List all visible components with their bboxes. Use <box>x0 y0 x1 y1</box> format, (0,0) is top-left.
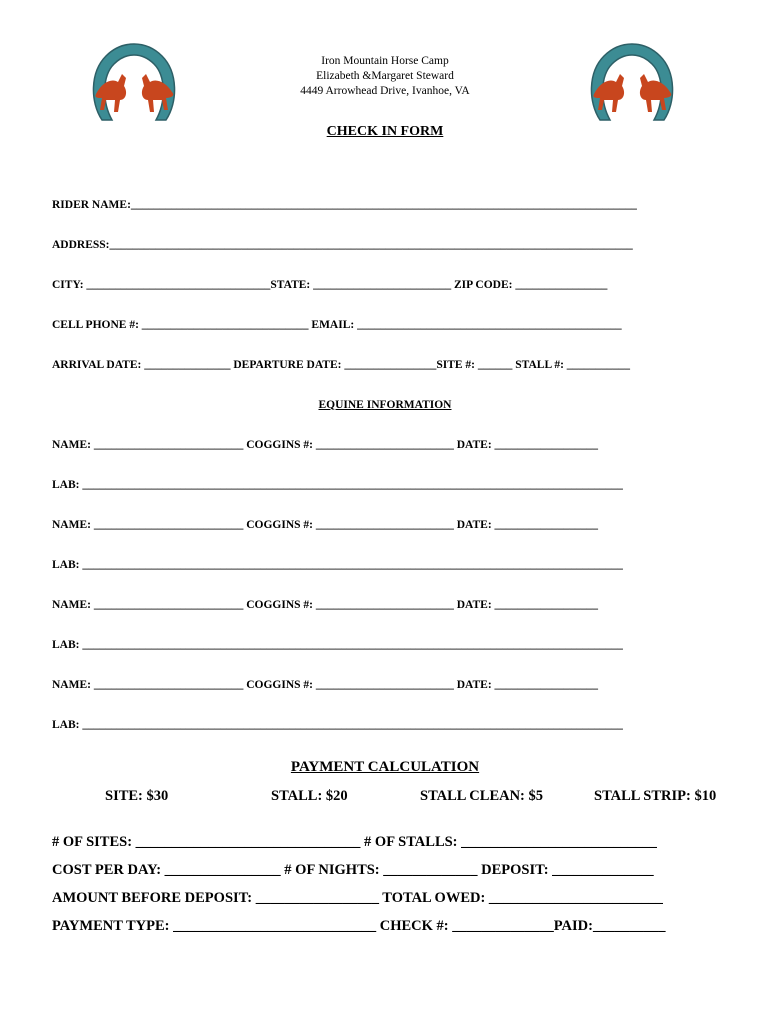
rate-stall-clean: STALL CLEAN: $5 <box>420 788 544 804</box>
rate-stall: STALL: $20 <box>271 788 348 804</box>
form-title: CHECK IN FORM <box>326 124 444 139</box>
city-state-zip-field[interactable]: CITY: ________________________________STATE: ________________________ ZIP CODE: ________________ <box>52 279 608 291</box>
address-field[interactable]: ADDRESS:___________________________________________________________________________________________ <box>52 239 633 251</box>
horse-1-name-coggins-date[interactable]: NAME: __________________________ COGGINS #: ________________________ DATE: __________________ <box>52 439 599 451</box>
payment-type-check-paid-field[interactable]: PAYMENT TYPE: ____________________________ CHECK #: ______________PAID:__________ <box>52 918 666 934</box>
phone-email-field[interactable]: CELL PHONE #: _____________________________ EMAIL: ______________________________________________ <box>52 319 622 331</box>
horse-2-lab[interactable]: LAB: ______________________________________________________________________________________________ <box>52 559 623 571</box>
horse-2-name-coggins-date[interactable]: NAME: __________________________ COGGINS #: ________________________ DATE: __________________ <box>52 519 599 531</box>
rate-stall-strip: STALL STRIP: $10 <box>594 788 717 804</box>
owners-name: Elizabeth &Margaret Steward <box>316 70 454 82</box>
camp-address: 4449 Arrowhead Drive, Ivanhoe, VA <box>300 85 470 97</box>
horse-3-name-coggins-date[interactable]: NAME: __________________________ COGGINS #: ________________________ DATE: __________________ <box>52 599 599 611</box>
horse-1-lab[interactable]: LAB: ______________________________________________________________________________________________ <box>52 479 623 491</box>
horse-4-name-coggins-date[interactable]: NAME: __________________________ COGGINS #: ________________________ DATE: __________________ <box>52 679 599 691</box>
horse-3-lab[interactable]: LAB: ______________________________________________________________________________________________ <box>52 639 623 651</box>
rate-site: SITE: $30 <box>105 788 169 804</box>
payment-calculation-heading: PAYMENT CALCULATION <box>290 759 480 775</box>
sites-stalls-field[interactable]: # OF SITES: _______________________________ # OF STALLS: ___________________________ <box>52 834 657 850</box>
cost-nights-deposit-field[interactable]: COST PER DAY: ________________ # OF NIGHTS: _____________ DEPOSIT: ______________ <box>52 862 654 878</box>
horse-4-lab[interactable]: LAB: ______________________________________________________________________________________________ <box>52 719 623 731</box>
equine-information-heading: EQUINE INFORMATION <box>318 399 452 411</box>
rider-name-field[interactable]: RIDER NAME:________________________________________________________________________________________ <box>52 199 637 211</box>
arrival-departure-site-stall-field[interactable]: ARRIVAL DATE: _______________ DEPARTURE DATE: ________________SITE #: ______ STALL #: ___________ <box>52 359 631 371</box>
amount-total-owed-field[interactable]: AMOUNT BEFORE DEPOSIT: _________________ TOTAL OWED: ________________________ <box>52 890 663 906</box>
camp-name: Iron Mountain Horse Camp <box>321 55 449 67</box>
